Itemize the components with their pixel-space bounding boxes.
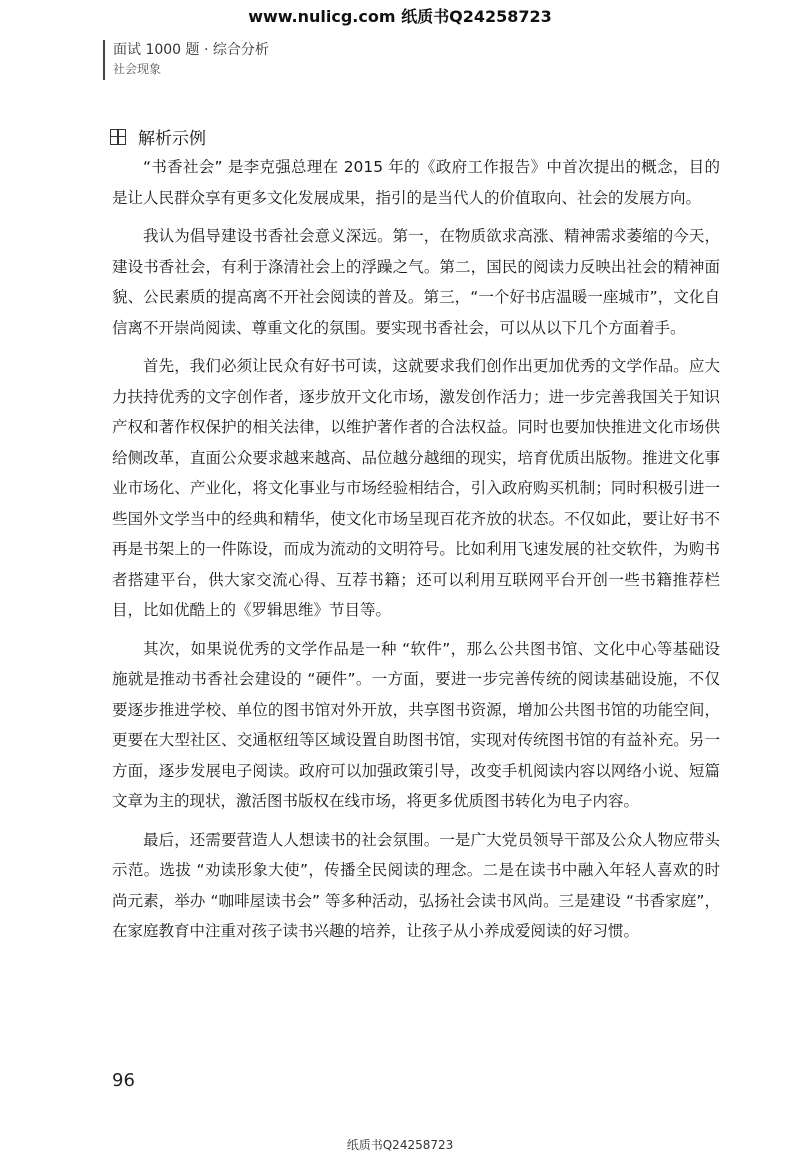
- article-body: [112, 152, 720, 955]
- page-number: 96: [112, 1070, 135, 1091]
- top-watermark: www.nulicg.com 纸质书Q24258723: [248, 7, 552, 26]
- book-header: [103, 40, 269, 80]
- paragraph-2: 我认为倡导建设书香社会意义深远。第一，在物质欲求高涨、精神需求萎缩的今天，建设书香社会，有利于涤清社会上的浮躁之气。第二，国民的阅读力反映出社会的精神面貌、公民素质的提高离不开社会阅读的普及。第三，“一个好书店温暖一座城市”，文化自信离不开崇尚阅读、尊重文化的氛围。要实现书香社会，可以从以下几个方面着手。: [112, 227, 720, 337]
- section-box-icon: [110, 129, 126, 145]
- book-title: 面试 1000 题 · 综合分析: [113, 42, 269, 58]
- paragraph-1: “书香社会” 是李克强总理在 2015 年的《政府工作报告》中首次提出的概念，目的是让人民群众享有更多文化发展成果，指引的是当代人的价值取向、社会的发展方向。: [112, 158, 720, 207]
- paragraph-4: 其次，如果说优秀的文学作品是一种 “软件”，那么公共图书馆、文化中心等基础设施就是推动书香社会建设的 “硬件”。一方面，要进一步完善传统的阅读基础设施，不仅要逐步推进学校、单位的图书馆对外开放，共享图书资源，增加公共图书馆的功能空间，更要在大型社区、交通枢纽等区域设置自助图书馆，实现对传统图书馆的有益补充。另一方面，逐步发展电子阅读。政府可以加强政策引导，改变手机阅读内容以网络小说、短篇文章为主的现状，激活图书版权在线市场，将更多优质图书转化为电子内容。: [112, 639, 720, 810]
- paragraph-5: 最后，还需要营造人人想读书的社会氛围。一是广大党员领导干部及公众人物应带头示范。选拔 “劝读形象大使”，传播全民阅读的理念。二是在读书中融入年轻人喜欢的时尚元素，举办 “咖啡屋读书会” 等多种活动，弘扬社会读书风尚。三是建设 “书香家庭”，在家庭教育中注重对孩子读书兴趣的培养，让孩子从小养成爱阅读的好习惯。: [112, 830, 720, 940]
- footer-watermark: 纸质书Q24258723: [346, 1138, 454, 1152]
- section-title: 解析示例: [138, 129, 206, 149]
- paragraph-3: 首先，我们必须让民众有好书可读，这就要求我们创作出更加优秀的文学作品。应大力扶持优秀的文字创作者，逐步放开文化市场，激发创作活力；进一步完善我国关于知识产权和著作权保护的相关法律，以维护著作者的合法权益。同时也要加快推进文化市场供给侧改革，直面公众要求越来越高、品位越分越细的现实，培育优质出版物。推进文化事业市场化、产业化，将文化事业与市场经验相结合，引入政府购买机制；同时积极引进一些国外文学当中的经典和精华，使文化市场呈现百花齐放的状态。不仅如此，要让好书不再是书架上的一件陈设，而成为流动的文明符号。比如利用飞速发展的社交软件，为购书者搭建平台，供大家交流心得、互荐书籍；还可以利用互联网平台开创一些书籍推荐栏目，比如优酷上的《罗辑思维》节目等。: [112, 357, 720, 619]
- section-heading: [110, 124, 206, 149]
- book-subtitle: 社会现象: [113, 62, 162, 76]
